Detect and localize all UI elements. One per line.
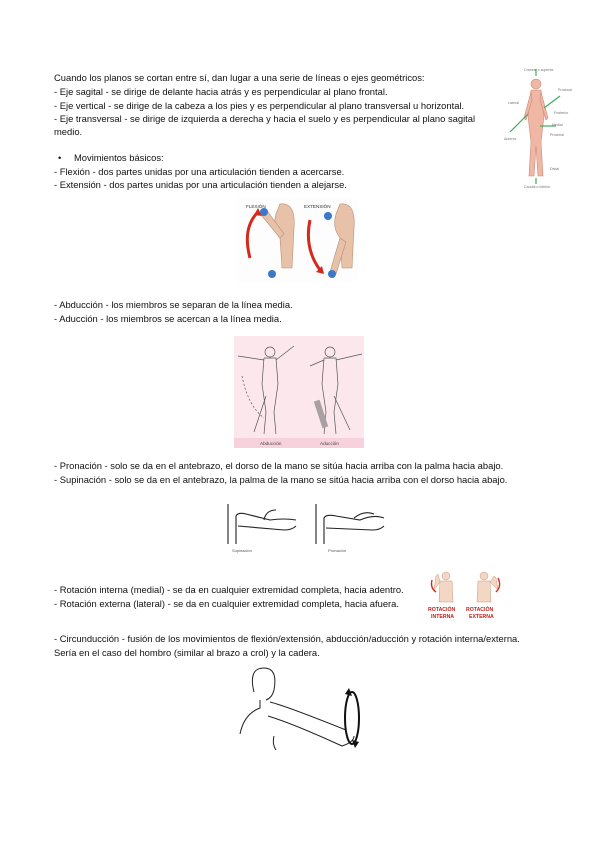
external-rotation-label-2: EXTERNA [469,614,494,620]
intro-line-3: - Eje vertical - se dirige de la cabeza a los pies y es perpendicular al plano transversal u horizontal. [54,100,465,111]
external-rotation-label-1: ROTACIÓN [466,607,494,613]
external-rotation-text: - Rotación externa (lateral) - se da en cualquier extremidad completa, hacia afuera. [54,598,399,609]
circumduction-text-1: - Circunducción - fusión de los movimientos de flexión/extensión, abducción/aducción y rotación interna/externa. [54,633,520,644]
intro-line-1: Cuando los planos se cortan entre sí, dan lugar a una serie de líneas o ejes geométricos: [54,72,425,83]
basic-movements-heading: Movimientos básicos: [74,152,164,163]
supination-caption: Supinación [232,548,252,553]
extension-label: EXTENSIÓN [304,204,331,209]
axes-label-posterior: Posterior [554,111,569,115]
internal-rotation-label-1: ROTACIÓN [428,607,456,613]
pronation-text: - Pronación - solo se da en el antebrazo, el dorso de la mano se sitúa hacia arriba con la palma hacia abajo. [54,460,504,471]
rotation-figure [426,568,506,624]
axes-label-anterior: Anterior [504,137,517,141]
axes-label-caudal: Caudal o inferior [524,185,551,189]
pronation-caption: Pronación [328,548,347,553]
axes-label-proximal: Proximal [550,133,564,137]
internal-rotation-text: - Rotación interna (medial) - se da en cualquier extremidad completa, hacia adentro. [54,584,404,595]
abduction-caption: Abducción [260,441,282,446]
abduction-text: - Abducción - los miembros se separan de la línea media. [54,299,293,310]
flexion-extension-figure [236,198,358,282]
pronation-supination-figure [224,496,388,554]
abduction-adduction-figure [234,336,364,448]
axes-label-lateral: Lateral [508,101,519,105]
anatomical-axes-figure [500,66,572,190]
supination-text: - Supinación - solo se da en el antebrazo, la palma de la mano se sitúa hacia arriba con el dorso hacia abajo. [54,474,508,485]
intro-line-4: - Eje transversal - se dirige de izquierda a derecha y hacia el suelo y es perpendicular al plano sagital [54,113,476,124]
intro-line-2: - Eje sagital - se dirige de delante hacia atrás y es perpendicular al plano frontal. [54,86,388,97]
circumduction-figure [234,664,374,750]
internal-rotation-label-2: INTERNA [431,614,455,620]
adduction-caption: Aducción [320,441,339,446]
intro-line-5: medio. [54,126,83,137]
adduction-text: - Aducción - los miembros se acercan a la línea media. [54,313,282,324]
flexion-label: FLEXIÓN [246,204,266,209]
extension-text: - Extensión - dos partes unidas por una articulación tienden a alejarse. [54,179,347,190]
axes-label-distal: Distal [550,167,559,171]
flexion-text: - Flexión - dos partes unidas por una articulación tienden a acercarse. [54,166,345,177]
circumduction-text-2: Sería en el caso del hombro (similar al brazo a crol) y la cadera. [54,647,320,658]
bullet-symbol: • [58,152,62,163]
axes-label-proximal-top: Proximal [558,88,572,92]
axes-label-craneal: Craneal o superior [524,68,554,72]
axes-label-medial: Medial [552,123,563,127]
